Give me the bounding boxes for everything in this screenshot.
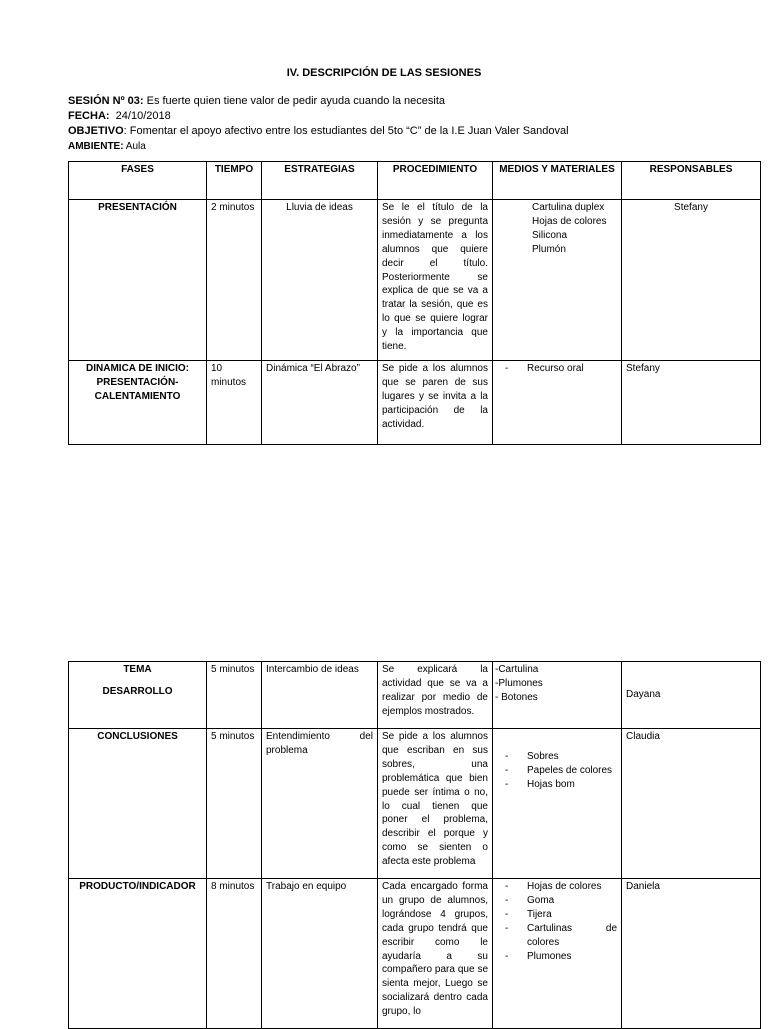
table-row bbox=[69, 200, 761, 361]
materials-cell bbox=[493, 879, 622, 1029]
environment-value: Aula bbox=[123, 141, 146, 152]
material-item: Cartulina duplex bbox=[532, 202, 605, 213]
time-cell: 10 minutos bbox=[207, 361, 262, 445]
phase-cell: PRODUCTO/INDICADOR bbox=[69, 879, 207, 1029]
environment-line bbox=[68, 139, 569, 154]
header-estrategias: ESTRATEGIAS bbox=[262, 162, 378, 200]
objective-label: OBJETIVO bbox=[68, 125, 124, 137]
material-item: - Sobres bbox=[497, 750, 617, 764]
sessions-table-2 bbox=[68, 661, 761, 1029]
session-line bbox=[68, 94, 569, 109]
material-item: - Cartulinas de colores bbox=[497, 922, 617, 950]
header-medios: MEDIOS Y MATERIALES bbox=[493, 162, 622, 200]
table-header-row bbox=[69, 162, 761, 200]
header-procedimiento: PROCEDIMIENTO bbox=[378, 162, 493, 200]
date-value: 24/10/2018 bbox=[109, 110, 171, 122]
table-row bbox=[69, 729, 761, 879]
header-fases: FASES bbox=[69, 162, 207, 200]
strategy-cell: Dinámica “El Abrazo” bbox=[262, 361, 378, 445]
procedure-cell: Se explicará la actividad que se va a realizar por medio de ejemplos mostrados. bbox=[378, 662, 493, 729]
time-cell: 5 minutos bbox=[207, 729, 262, 879]
section-heading: IV. DESCRIPCIÓN DE LAS SESIONES bbox=[286, 67, 482, 79]
phase-cell: CONCLUSIONES bbox=[69, 729, 207, 879]
material-item: -Plumones bbox=[495, 677, 543, 689]
material-item: - Recurso oral bbox=[497, 362, 617, 376]
table-row bbox=[69, 361, 761, 445]
phase-cell: PRESENTACIÓN bbox=[69, 200, 207, 361]
strategy-cell: Intercambio de ideas bbox=[262, 662, 378, 729]
responsible-cell: Daniela bbox=[622, 879, 761, 1029]
material-item: - Tijera bbox=[497, 908, 617, 922]
header-tiempo: TIEMPO bbox=[207, 162, 262, 200]
phase-cell bbox=[69, 662, 207, 729]
procedure-cell: Cada encargado forma un grupo de alumnos, lográndose 4 grupos, cada grupo tendrá que escribir como le ayudaría a su compañero para que se sienta mejor, Luego se socializará dentro cada grupo, lo bbox=[378, 879, 493, 1029]
time-cell: 5 minutos bbox=[207, 662, 262, 729]
table-row bbox=[69, 662, 761, 729]
material-item: - Plumones bbox=[497, 950, 617, 964]
phase-cell: DINAMICA DE INICIO: PRESENTACIÓN-CALENTAMIENTO bbox=[69, 361, 207, 445]
time-cell: 2 minutos bbox=[207, 200, 262, 361]
environment-label: AMBIENTE: bbox=[68, 141, 124, 152]
table-row bbox=[69, 879, 761, 1029]
responsible-cell: Stefany bbox=[622, 200, 761, 361]
material-item: - Papeles de colores bbox=[497, 764, 617, 778]
materials-cell bbox=[493, 200, 622, 361]
material-item: - Hojas de colores bbox=[497, 880, 617, 894]
strategy-cell: Lluvia de ideas bbox=[262, 200, 378, 361]
responsible-cell: Dayana bbox=[622, 662, 761, 729]
session-info bbox=[68, 94, 569, 154]
sessions-table-1 bbox=[68, 161, 761, 445]
date-line bbox=[68, 109, 569, 124]
material-item: Silicona bbox=[532, 229, 568, 241]
materials-cell bbox=[493, 729, 622, 879]
material-item: Plumón bbox=[532, 243, 566, 255]
material-item: - Goma bbox=[497, 894, 617, 908]
material-item: - Hojas bom bbox=[497, 778, 617, 792]
session-label: SESIÓN Nº 03: bbox=[68, 95, 144, 107]
objective-line bbox=[68, 124, 569, 139]
responsible-cell: Stefany bbox=[622, 361, 761, 445]
session-text: Es fuerte quien tiene valor de pedir ayuda cuando la necesita bbox=[143, 95, 446, 107]
material-item: - Botones bbox=[495, 691, 538, 703]
strategy-cell: Trabajo en equipo bbox=[262, 879, 378, 1029]
phase-label-bottom: DESARROLLO bbox=[102, 685, 173, 697]
header-responsables: RESPONSABLES bbox=[622, 162, 761, 200]
material-item: Hojas de colores bbox=[532, 215, 607, 227]
material-item: -Cartulina bbox=[495, 664, 539, 675]
materials-cell bbox=[493, 361, 622, 445]
procedure-cell: Se pide a los alumnos que escriban en sus sobres, una problemática que bien puede ser íntima o no, lo cual tienen que poner el problema, describir el porque y como se sienten o afecta este problema bbox=[378, 729, 493, 879]
objective-value: : Fomentar el apoyo afectivo entre los estudiantes del 5to “C” de la I.E Juan Valer Sandoval bbox=[123, 125, 569, 137]
materials-cell bbox=[493, 662, 622, 729]
strategy-cell: Entendimiento del problema bbox=[262, 729, 378, 879]
time-cell: 8 minutos bbox=[207, 879, 262, 1029]
procedure-cell: Se le el título de la sesión y se pregunta inmediatamente a los alumnos que quiere decir el título. Posteriormente se explica de que se va a tratar la sesión, que es lo que se quiere lograr y la importancia que tiene. bbox=[378, 200, 493, 361]
date-label: FECHA: bbox=[68, 110, 110, 122]
procedure-cell: Se pide a los alumnos que se paren de sus lugares y se invita a la participación de la actividad. bbox=[378, 361, 493, 445]
responsible-cell: Claudia bbox=[622, 729, 761, 879]
phase-label-top: TEMA bbox=[123, 664, 152, 675]
